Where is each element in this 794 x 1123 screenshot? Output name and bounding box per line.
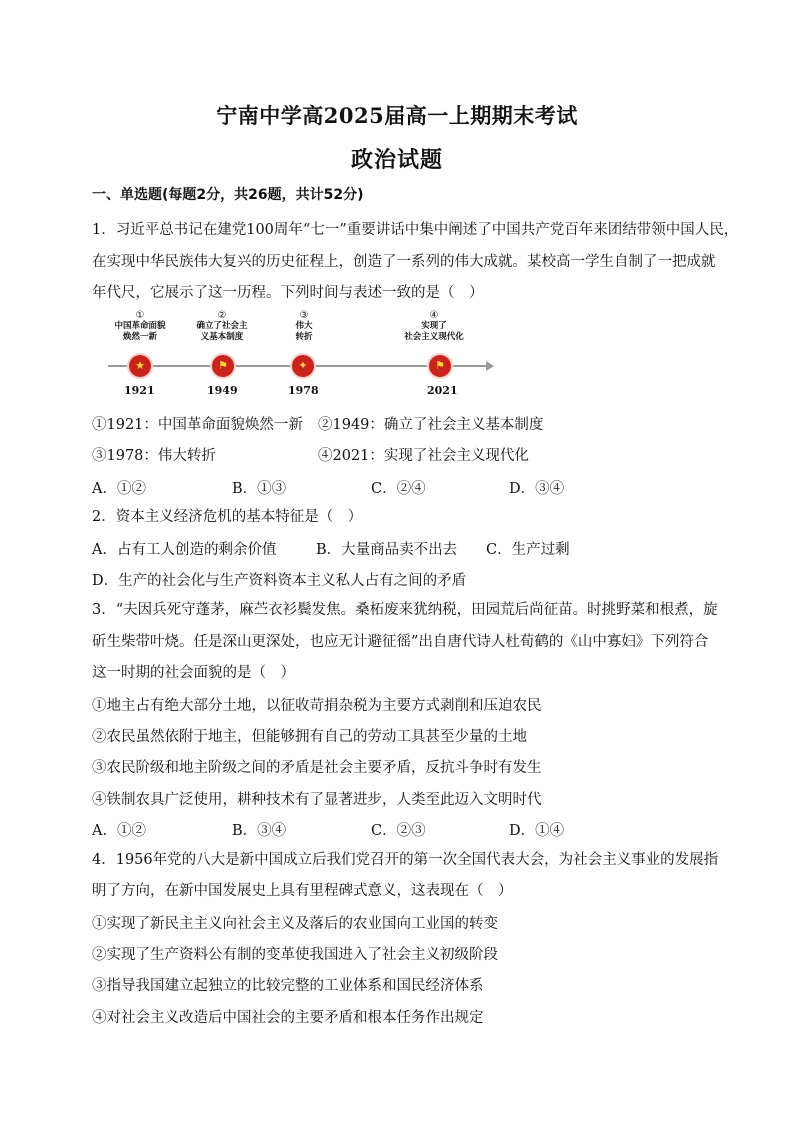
- timeline-node-3: [274, 311, 334, 343]
- q4-statement-1: ①实现了新民主主义向社会主义及落后的农业国向工业国的转变: [92, 916, 498, 932]
- turning-point-icon: ✦: [292, 355, 314, 377]
- q1-stem-line-3: 年代尺，它展示了这一历程。下列时间与表述一致的是（ ）: [92, 285, 484, 301]
- timeline-year: 1978: [288, 384, 319, 397]
- q1-statement-1: ①1921：中国革命面貌焕然一新: [92, 417, 303, 433]
- q2-option-b[interactable]: B．大量商品卖不出去: [316, 542, 458, 558]
- timeline-node-label: 义基本制度: [200, 332, 244, 342]
- timeline-node-4: [386, 311, 482, 343]
- timeline-year: 1921: [124, 384, 155, 397]
- timeline-node-label: 实现了: [421, 321, 447, 331]
- timeline-node-number: ④: [429, 310, 439, 321]
- timeline-node-2: [184, 311, 260, 343]
- q2-stem: 2．资本主义经济危机的基本特征是（ ）: [92, 509, 363, 525]
- page-title: 宁南中学高2025届高一上期期末考试: [216, 103, 578, 128]
- page-subtitle: 政治试题: [350, 147, 443, 173]
- q1-stem-line-1: 1．习近平总书记在建党100周年“七一”重要讲话中集中阐述了中国共产党百年来团结带领中国人民，: [92, 222, 739, 238]
- q3-statement-4: ④铁制农具广泛使用，耕种技术有了显著进步，人类至此迈入文明时代: [92, 792, 542, 808]
- q3-option-b[interactable]: B．③④: [232, 823, 287, 839]
- timeline-arrow-icon: [486, 361, 494, 371]
- q4-statement-2: ②实现了生产资料公有制的变革使我国进入了社会主义初级阶段: [92, 947, 498, 963]
- timeline-node-label: 转折: [295, 332, 313, 342]
- timeline-node-1: [102, 311, 178, 343]
- q1-option-b[interactable]: B．①③: [232, 481, 287, 497]
- flag-icon: ⚑: [212, 355, 234, 377]
- timeline-node-number: ①: [135, 310, 145, 321]
- timeline-node-number: ②: [217, 310, 227, 321]
- timeline-node-label: 中国革命面貌: [114, 321, 166, 331]
- q3-stem-line-2: 斫生柴带叶烧。任是深山更深处，也应无计避征徭”出自唐代诗人杜荀鹤的《山中寡妇》下列符合: [92, 634, 709, 650]
- q4-stem-line-1: 4．1956年党的八大是新中国成立后我们党召开的第一次全国代表大会，为社会主义事业的发展指: [92, 852, 719, 868]
- q1-statement-4: ④2021：实现了社会主义现代化: [318, 448, 529, 464]
- q1-stem-line-2: 在实现中华民族伟大复兴的历史征程上，创造了一系列的伟大成就。某校高一学生自制了一把成就: [92, 254, 716, 270]
- q3-stem-line-1: 3．“夫因兵死守蓬茅，麻苎衣衫鬓发焦。桑柘废来犹纳税，田园荒后尚征苗。时挑野菜和根煮，旋: [92, 602, 718, 618]
- q1-statement-2: ②1949：确立了社会主义基本制度: [318, 417, 544, 433]
- timeline-node-label: 焕然一新: [122, 332, 157, 342]
- timeline-node-label: 社会主义现代化: [404, 332, 464, 342]
- q3-option-a[interactable]: A．①②: [92, 823, 146, 839]
- q1-option-c[interactable]: C．②④: [371, 481, 426, 497]
- q4-statement-3: ③指导我国建立起独立的比较完整的工业体系和国民经济体系: [92, 978, 484, 994]
- achievement-timeline: [102, 311, 502, 403]
- q4-stem-line-2: 明了方向，在新中国发展史上具有里程碑式意义，这表现在（ ）: [92, 883, 513, 899]
- q3-option-c[interactable]: C．②③: [371, 823, 426, 839]
- q3-option-d[interactable]: D．①④: [509, 823, 565, 839]
- q1-statement-3: ③1978：伟大转折: [92, 448, 216, 464]
- party-emblem-icon: ★: [129, 355, 151, 377]
- q2-option-a[interactable]: A．占有工人创造的剩余价值: [92, 542, 277, 558]
- timeline-year: 2021: [427, 384, 458, 397]
- q2-option-c[interactable]: C．生产过剩: [486, 542, 570, 558]
- timeline-year: 1949: [207, 384, 238, 397]
- section-heading: 一、单选题(每题2分，共26题，共计52分): [92, 187, 364, 203]
- q3-statement-3: ③农民阶级和地主阶级之间的矛盾是社会主要矛盾，反抗斗争时有发生: [92, 760, 542, 776]
- timeline-node-number: ③: [299, 310, 309, 321]
- flag-icon: ⚑: [429, 355, 451, 377]
- timeline-node-label: 伟大: [295, 321, 313, 331]
- q1-option-a[interactable]: A．①②: [92, 481, 146, 497]
- timeline-node-label: 确立了社会主: [196, 321, 248, 331]
- q3-statement-2: ②农民虽然依附于地主，但能够拥有自己的劳动工具甚至少量的土地: [92, 729, 527, 745]
- q3-stem-line-3: 这一时期的社会面貌的是（ ）: [92, 665, 295, 681]
- q3-statement-1: ①地主占有绝大部分土地，以征收苛捐杂税为主要方式剥削和压迫农民: [92, 698, 542, 714]
- q2-option-d[interactable]: D．生产的社会化与生产资料资本主义私人占有之间的矛盾: [92, 573, 467, 589]
- q1-option-d[interactable]: D．③④: [509, 481, 565, 497]
- q4-statement-4: ④对社会主义改造后中国社会的主要矛盾和根本任务作出规定: [92, 1010, 484, 1026]
